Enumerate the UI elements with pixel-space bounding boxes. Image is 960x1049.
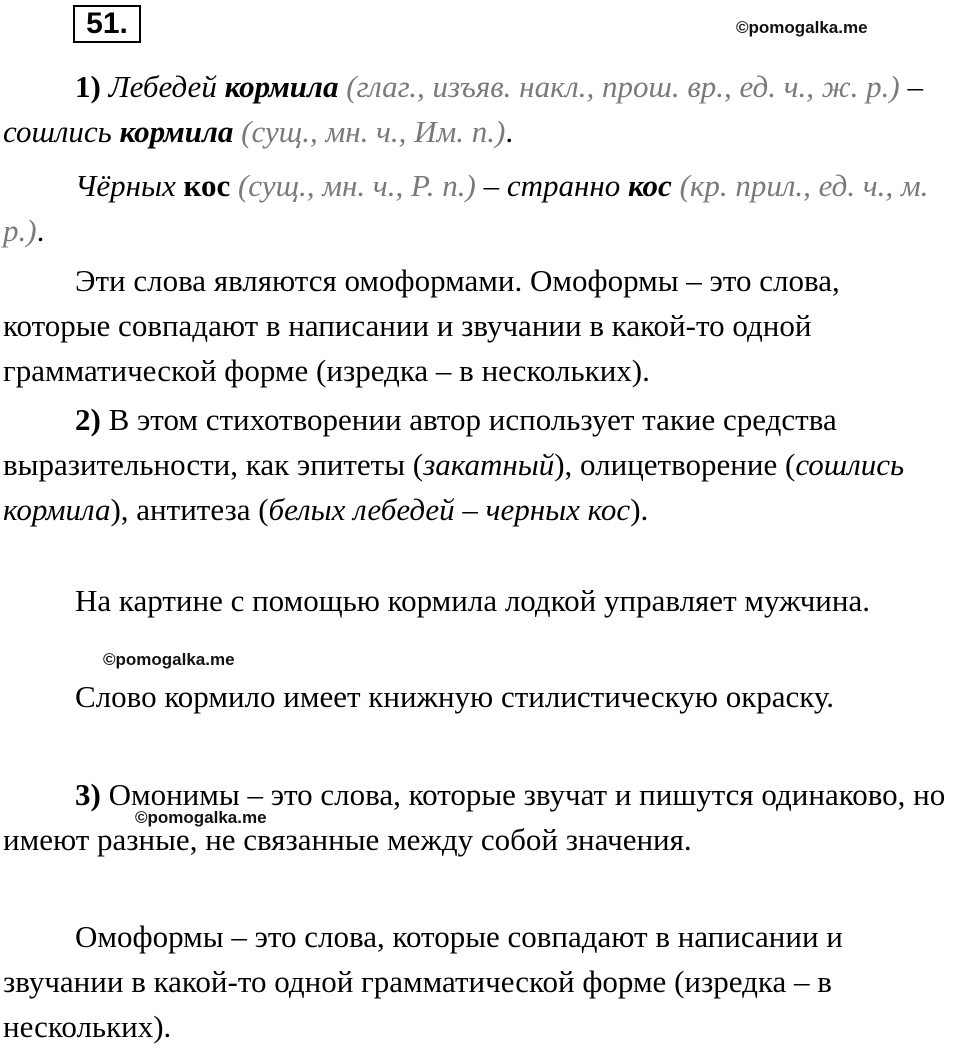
section1-number: 1) — [75, 69, 101, 104]
stylistic-paragraph: Слово кормило имеет книжную стилистическую окраску. — [75, 679, 835, 714]
section1-line-b — [3, 163, 953, 253]
omoform-paragraph: Омоформы – это слова, которые совпадают в написании и звучании в какой-то одной грамматической форме (изредка – в нескольких). — [3, 919, 843, 1044]
section1-paragraph: Эти слова являются омоформами. Омоформы – это слова, которые совпадают в написании и звучании в какой-то одной грамматической форме (изредка – в нескольких). — [3, 263, 840, 388]
watermark-top: ©pomogalka.me — [736, 18, 868, 37]
section2-text-1: В этом стихотворении автор использует такие средства выразительности, как эпитеты ( — [3, 402, 837, 482]
word-lebedey: Лебедей — [108, 69, 217, 104]
word-kos-adj: кос — [628, 168, 672, 203]
example-epithet: закатный — [423, 447, 555, 482]
section2-text-2: ), олицетворение ( — [554, 447, 796, 482]
period-1: . — [505, 114, 514, 149]
section3-text: Омонимы – это слова, которые звучат и пишутся одинаково, но имеют разные, не связанные между собой значения. — [3, 777, 946, 857]
word-kormila-noun: кормила — [119, 114, 234, 149]
grammar-note-3: (сущ., мн. ч., Р. п.) — [237, 168, 476, 203]
example-antithesis: белых лебедей – черных кос — [268, 492, 631, 527]
period-2: . — [36, 213, 45, 248]
grammar-note-1: (глаг., изъяв. накл., прош. вр., ед. ч., ж. р.) — [346, 69, 900, 104]
section2-text-4: ). — [630, 492, 649, 527]
section1-line-a — [3, 64, 953, 154]
watermark-lower: ©pomogalka.me — [135, 808, 267, 827]
word-kos-noun: кос — [183, 168, 231, 203]
dash-soshlis: – сошлись — [3, 69, 923, 149]
painting-paragraph: На картине с помощью кормила лодкой управляет мужчина. — [75, 583, 870, 618]
section2-paragraph — [3, 397, 953, 532]
word-kormila-verb: кормила — [224, 69, 339, 104]
example-personification: сошлись кормила — [3, 447, 905, 527]
grammar-note-2: (сущ., мн. ч., Им. п.) — [241, 114, 506, 149]
watermark-middle: ©pomogalka.me — [103, 650, 235, 669]
exercise-number: 51. — [73, 5, 141, 43]
section2-number: 2) — [75, 402, 101, 437]
word-chernyh: Чёрных — [75, 168, 176, 203]
section2-text-3: ), антитеза ( — [110, 492, 269, 527]
section3-number: 3) — [75, 777, 101, 812]
grammar-note-4: (кр. прил., ед. ч., м. р.) — [3, 168, 929, 248]
dash-stranno: – странно — [475, 168, 629, 203]
